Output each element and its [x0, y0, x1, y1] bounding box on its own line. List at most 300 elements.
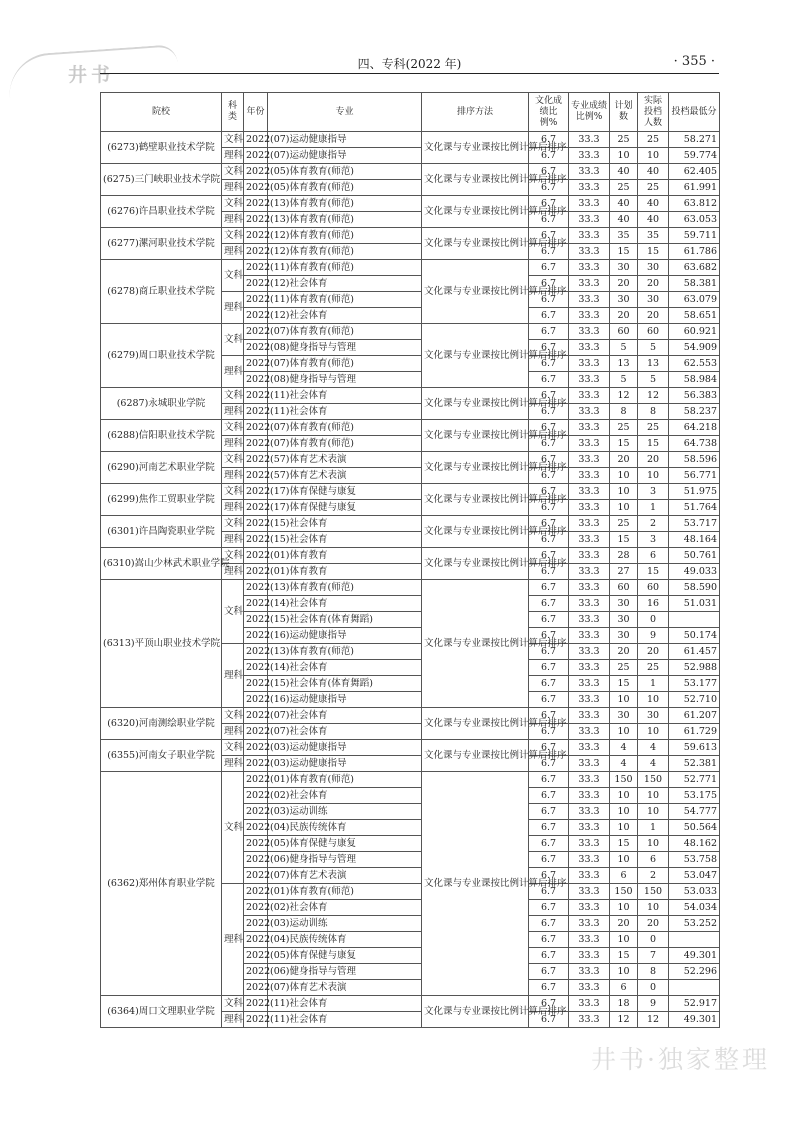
- year-cell: 2022: [244, 788, 268, 804]
- actual-cell: 25: [638, 180, 669, 196]
- method-cell: 文化课与专业课按比例计算后排序: [422, 196, 529, 228]
- actual-cell: 30: [638, 260, 669, 276]
- culture-ratio-cell: 6.7: [529, 356, 569, 372]
- category-cell: 文科: [222, 580, 244, 644]
- culture-ratio-cell: 6.7: [529, 660, 569, 676]
- logo-text: 井书: [68, 64, 115, 86]
- year-cell: 2022: [244, 276, 268, 292]
- year-cell: 2022: [244, 500, 268, 516]
- pro-ratio-cell: 33.3: [569, 260, 610, 276]
- plan-cell: 10: [610, 820, 638, 836]
- major-cell: (03)运动训练: [268, 916, 422, 932]
- pro-ratio-cell: 33.3: [569, 884, 610, 900]
- plan-cell: 10: [610, 692, 638, 708]
- pro-ratio-cell: 33.3: [569, 436, 610, 452]
- plan-cell: 60: [610, 324, 638, 340]
- category-cell: 理科: [222, 436, 244, 452]
- min-score-cell: 56.383: [669, 388, 720, 404]
- major-cell: (04)民族传统体育: [268, 820, 422, 836]
- min-score-cell: 50.564: [669, 820, 720, 836]
- culture-ratio-cell: 6.7: [529, 868, 569, 884]
- major-cell: (12)体育教育(师范): [268, 244, 422, 260]
- school-name: (6277)漯河职业技术学院: [101, 228, 222, 260]
- plan-cell: 10: [610, 932, 638, 948]
- min-score-cell: 64.738: [669, 436, 720, 452]
- table-row: [101, 452, 720, 468]
- plan-cell: 5: [610, 372, 638, 388]
- min-score-cell: 49.301: [669, 948, 720, 964]
- actual-cell: 35: [638, 228, 669, 244]
- major-cell: (02)社会体育: [268, 788, 422, 804]
- plan-cell: 6: [610, 980, 638, 996]
- min-score-cell: 48.162: [669, 836, 720, 852]
- plan-cell: 20: [610, 276, 638, 292]
- plan-cell: 20: [610, 308, 638, 324]
- actual-cell: 12: [638, 388, 669, 404]
- actual-cell: 2: [638, 516, 669, 532]
- culture-ratio-cell: 6.7: [529, 308, 569, 324]
- culture-ratio-cell: 6.7: [529, 932, 569, 948]
- plan-cell: 30: [610, 596, 638, 612]
- actual-cell: 60: [638, 580, 669, 596]
- pro-ratio-cell: 33.3: [569, 564, 610, 580]
- major-cell: (03)运动训练: [268, 804, 422, 820]
- year-cell: 2022: [244, 948, 268, 964]
- table-row: [101, 260, 720, 276]
- major-cell: (08)健身指导与管理: [268, 372, 422, 388]
- pro-ratio-cell: 33.3: [569, 180, 610, 196]
- year-cell: 2022: [244, 228, 268, 244]
- min-score-cell: 51.031: [669, 596, 720, 612]
- culture-ratio-cell: 6.7: [529, 276, 569, 292]
- major-cell: (57)体育艺术表演: [268, 468, 422, 484]
- min-score-cell: 56.771: [669, 468, 720, 484]
- actual-cell: 15: [638, 564, 669, 580]
- culture-ratio-cell: 6.7: [529, 740, 569, 756]
- major-cell: (07)体育教育(师范): [268, 356, 422, 372]
- pro-ratio-cell: 33.3: [569, 804, 610, 820]
- pro-ratio-cell: 33.3: [569, 420, 610, 436]
- min-score-cell: 64.218: [669, 420, 720, 436]
- culture-ratio-cell: 6.7: [529, 164, 569, 180]
- major-cell: (01)体育教育: [268, 564, 422, 580]
- category-cell: 理科: [222, 356, 244, 388]
- category-cell: 理科: [222, 532, 244, 548]
- culture-ratio-cell: 6.7: [529, 260, 569, 276]
- pro-ratio-cell: 33.3: [569, 740, 610, 756]
- year-cell: 2022: [244, 580, 268, 596]
- major-cell: (01)体育教育(师范): [268, 772, 422, 788]
- major-cell: (15)社会体育(体育舞蹈): [268, 612, 422, 628]
- plan-cell: 4: [610, 756, 638, 772]
- major-cell: (12)社会体育: [268, 308, 422, 324]
- plan-cell: 30: [610, 628, 638, 644]
- culture-ratio-cell: 6.7: [529, 436, 569, 452]
- culture-ratio-cell: 6.7: [529, 836, 569, 852]
- plan-cell: 15: [610, 436, 638, 452]
- major-cell: (03)运动健康指导: [268, 756, 422, 772]
- culture-ratio-cell: 6.7: [529, 628, 569, 644]
- culture-ratio-cell: 6.7: [529, 756, 569, 772]
- pro-ratio-cell: 33.3: [569, 292, 610, 308]
- culture-ratio-cell: 6.7: [529, 612, 569, 628]
- plan-cell: 15: [610, 244, 638, 260]
- plan-cell: 10: [610, 804, 638, 820]
- table-row: [101, 196, 720, 212]
- min-score-cell: 53.717: [669, 516, 720, 532]
- actual-cell: 9: [638, 996, 669, 1012]
- min-score-cell: 54.034: [669, 900, 720, 916]
- plan-cell: 40: [610, 196, 638, 212]
- major-cell: (15)社会体育: [268, 516, 422, 532]
- min-score-cell: [669, 932, 720, 948]
- major-cell: (11)体育教育(师范): [268, 292, 422, 308]
- pro-ratio-cell: 33.3: [569, 980, 610, 996]
- plan-cell: 15: [610, 532, 638, 548]
- col-header-method: 排序方法: [422, 93, 529, 132]
- year-cell: 2022: [244, 260, 268, 276]
- pro-ratio-cell: 33.3: [569, 676, 610, 692]
- table-header-row: [101, 93, 720, 132]
- culture-ratio-cell: 6.7: [529, 772, 569, 788]
- school-name: (6290)河南艺术职业学院: [101, 452, 222, 484]
- min-score-cell: 58.381: [669, 276, 720, 292]
- major-cell: (07)体育艺术表演: [268, 868, 422, 884]
- actual-cell: 13: [638, 356, 669, 372]
- year-cell: 2022: [244, 644, 268, 660]
- actual-cell: 5: [638, 372, 669, 388]
- culture-ratio-cell: 6.7: [529, 196, 569, 212]
- plan-cell: 150: [610, 884, 638, 900]
- table-row: [101, 132, 720, 148]
- pro-ratio-cell: 33.3: [569, 228, 610, 244]
- year-cell: 2022: [244, 852, 268, 868]
- category-cell: 理科: [222, 292, 244, 324]
- page-title: 四、专科(2022 年): [357, 57, 462, 71]
- pro-ratio-cell: 33.3: [569, 308, 610, 324]
- actual-cell: 60: [638, 324, 669, 340]
- year-cell: 2022: [244, 564, 268, 580]
- min-score-cell: 61.991: [669, 180, 720, 196]
- method-cell: 文化课与专业课按比例计算后排序: [422, 516, 529, 548]
- min-score-cell: 59.711: [669, 228, 720, 244]
- culture-ratio-cell: 6.7: [529, 148, 569, 164]
- major-cell: (07)运动健康指导: [268, 132, 422, 148]
- pro-ratio-cell: 33.3: [569, 836, 610, 852]
- min-score-cell: 50.761: [669, 548, 720, 564]
- pro-ratio-cell: 33.3: [569, 948, 610, 964]
- min-score-cell: 59.774: [669, 148, 720, 164]
- pro-ratio-cell: 33.3: [569, 692, 610, 708]
- year-cell: 2022: [244, 804, 268, 820]
- min-score-cell: 63.812: [669, 196, 720, 212]
- actual-cell: 10: [638, 788, 669, 804]
- pro-ratio-cell: 33.3: [569, 1012, 610, 1028]
- plan-cell: 27: [610, 564, 638, 580]
- plan-cell: 10: [610, 852, 638, 868]
- school-name: (6275)三门峡职业技术学院: [101, 164, 222, 196]
- culture-ratio-cell: 6.7: [529, 852, 569, 868]
- method-cell: 文化课与专业课按比例计算后排序: [422, 484, 529, 516]
- plan-cell: 30: [610, 292, 638, 308]
- min-score-cell: 58.651: [669, 308, 720, 324]
- year-cell: 2022: [244, 292, 268, 308]
- col-header-pro-ratio: 专业成绩比例%: [569, 93, 610, 132]
- year-cell: 2022: [244, 820, 268, 836]
- major-cell: (12)体育教育(师范): [268, 228, 422, 244]
- actual-cell: 3: [638, 532, 669, 548]
- school-name: (6320)河南测绘职业学院: [101, 708, 222, 740]
- actual-cell: 9: [638, 628, 669, 644]
- actual-cell: 30: [638, 708, 669, 724]
- pro-ratio-cell: 33.3: [569, 724, 610, 740]
- year-cell: 2022: [244, 484, 268, 500]
- category-cell: 理科: [222, 212, 244, 228]
- culture-ratio-cell: 6.7: [529, 708, 569, 724]
- category-cell: 理科: [222, 564, 244, 580]
- actual-cell: 20: [638, 276, 669, 292]
- method-cell: 文化课与专业课按比例计算后排序: [422, 388, 529, 420]
- pro-ratio-cell: 33.3: [569, 756, 610, 772]
- category-cell: 理科: [222, 724, 244, 740]
- method-cell: 文化课与专业课按比例计算后排序: [422, 580, 529, 708]
- plan-cell: 40: [610, 212, 638, 228]
- actual-cell: 10: [638, 692, 669, 708]
- min-score-cell: [669, 612, 720, 628]
- method-cell: 文化课与专业课按比例计算后排序: [422, 132, 529, 164]
- plan-cell: 20: [610, 916, 638, 932]
- category-cell: 理科: [222, 244, 244, 260]
- col-header-actual: 实际投档人数: [638, 93, 669, 132]
- culture-ratio-cell: 6.7: [529, 804, 569, 820]
- pro-ratio-cell: 33.3: [569, 548, 610, 564]
- page-header: [100, 53, 719, 73]
- plan-cell: 25: [610, 660, 638, 676]
- major-cell: (11)社会体育: [268, 1012, 422, 1028]
- plan-cell: 25: [610, 516, 638, 532]
- culture-ratio-cell: 6.7: [529, 996, 569, 1012]
- min-score-cell: 49.033: [669, 564, 720, 580]
- category-cell: 文科: [222, 388, 244, 404]
- culture-ratio-cell: 6.7: [529, 132, 569, 148]
- culture-ratio-cell: 6.7: [529, 564, 569, 580]
- culture-ratio-cell: 6.7: [529, 644, 569, 660]
- min-score-cell: 53.758: [669, 852, 720, 868]
- year-cell: 2022: [244, 516, 268, 532]
- actual-cell: 150: [638, 884, 669, 900]
- min-score-cell: 53.252: [669, 916, 720, 932]
- year-cell: 2022: [244, 308, 268, 324]
- major-cell: (03)运动健康指导: [268, 740, 422, 756]
- actual-cell: 150: [638, 772, 669, 788]
- culture-ratio-cell: 6.7: [529, 724, 569, 740]
- pro-ratio-cell: 33.3: [569, 612, 610, 628]
- table-row: [101, 228, 720, 244]
- pro-ratio-cell: 33.3: [569, 580, 610, 596]
- year-cell: 2022: [244, 884, 268, 900]
- header-rule: [100, 73, 719, 74]
- plan-cell: 20: [610, 644, 638, 660]
- col-header-school: 院校: [101, 93, 222, 132]
- plan-cell: 28: [610, 548, 638, 564]
- year-cell: 2022: [244, 388, 268, 404]
- min-score-cell: 62.553: [669, 356, 720, 372]
- category-cell: 文科: [222, 228, 244, 244]
- min-score-cell: 53.033: [669, 884, 720, 900]
- year-cell: 2022: [244, 436, 268, 452]
- plan-cell: 15: [610, 836, 638, 852]
- culture-ratio-cell: 6.7: [529, 500, 569, 516]
- plan-cell: 20: [610, 452, 638, 468]
- min-score-cell: 58.271: [669, 132, 720, 148]
- plan-cell: 10: [610, 500, 638, 516]
- table-row: [101, 516, 720, 532]
- plan-cell: 25: [610, 420, 638, 436]
- year-cell: 2022: [244, 404, 268, 420]
- table-row: [101, 580, 720, 596]
- min-score-cell: 58.237: [669, 404, 720, 420]
- col-header-min-score: 投档最低分: [669, 93, 720, 132]
- culture-ratio-cell: 6.7: [529, 468, 569, 484]
- min-score-cell: 61.457: [669, 644, 720, 660]
- pro-ratio-cell: 33.3: [569, 356, 610, 372]
- actual-cell: 10: [638, 900, 669, 916]
- plan-cell: 15: [610, 948, 638, 964]
- year-cell: 2022: [244, 756, 268, 772]
- major-cell: (12)社会体育: [268, 276, 422, 292]
- min-score-cell: 61.786: [669, 244, 720, 260]
- major-cell: (13)体育教育(师范): [268, 196, 422, 212]
- actual-cell: 20: [638, 308, 669, 324]
- pro-ratio-cell: 33.3: [569, 964, 610, 980]
- category-cell: 文科: [222, 708, 244, 724]
- table-row: [101, 996, 720, 1012]
- culture-ratio-cell: 6.7: [529, 676, 569, 692]
- plan-cell: 8: [610, 404, 638, 420]
- culture-ratio-cell: 6.7: [529, 420, 569, 436]
- plan-cell: 25: [610, 180, 638, 196]
- actual-cell: 10: [638, 468, 669, 484]
- pro-ratio-cell: 33.3: [569, 788, 610, 804]
- year-cell: 2022: [244, 868, 268, 884]
- year-cell: 2022: [244, 932, 268, 948]
- pro-ratio-cell: 33.3: [569, 196, 610, 212]
- major-cell: (06)健身指导与管理: [268, 852, 422, 868]
- pro-ratio-cell: 33.3: [569, 820, 610, 836]
- culture-ratio-cell: 6.7: [529, 548, 569, 564]
- category-cell: 文科: [222, 740, 244, 756]
- school-name: (6310)嵩山少林武术职业学院: [101, 548, 222, 580]
- major-cell: (17)体育保健与康复: [268, 484, 422, 500]
- table-row: [101, 740, 720, 756]
- major-cell: (14)社会体育: [268, 660, 422, 676]
- category-cell: 文科: [222, 996, 244, 1012]
- culture-ratio-cell: 6.7: [529, 580, 569, 596]
- major-cell: (07)社会体育: [268, 724, 422, 740]
- culture-ratio-cell: 6.7: [529, 516, 569, 532]
- min-score-cell: 58.596: [669, 452, 720, 468]
- culture-ratio-cell: 6.7: [529, 900, 569, 916]
- actual-cell: 12: [638, 1012, 669, 1028]
- table-body: [101, 132, 720, 1028]
- pro-ratio-cell: 33.3: [569, 900, 610, 916]
- culture-ratio-cell: 6.7: [529, 372, 569, 388]
- actual-cell: 40: [638, 164, 669, 180]
- min-score-cell: 51.764: [669, 500, 720, 516]
- col-header-culture-ratio: 文化成绩比例%: [529, 93, 569, 132]
- category-cell: 理科: [222, 644, 244, 708]
- min-score-cell: 53.047: [669, 868, 720, 884]
- school-name: (6299)焦作工贸职业学院: [101, 484, 222, 516]
- pro-ratio-cell: 33.3: [569, 932, 610, 948]
- category-cell: 文科: [222, 164, 244, 180]
- pro-ratio-cell: 33.3: [569, 132, 610, 148]
- plan-cell: 25: [610, 132, 638, 148]
- culture-ratio-cell: 6.7: [529, 404, 569, 420]
- school-name: (6301)许昌陶瓷职业学院: [101, 516, 222, 548]
- page-number: · 355 ·: [673, 54, 715, 69]
- actual-cell: 15: [638, 436, 669, 452]
- min-score-cell: 52.917: [669, 996, 720, 1012]
- plan-cell: 150: [610, 772, 638, 788]
- year-cell: 2022: [244, 548, 268, 564]
- culture-ratio-cell: 6.7: [529, 916, 569, 932]
- pro-ratio-cell: 33.3: [569, 276, 610, 292]
- major-cell: (06)健身指导与管理: [268, 964, 422, 980]
- min-score-cell: 52.296: [669, 964, 720, 980]
- category-cell: 文科: [222, 772, 244, 884]
- actual-cell: 10: [638, 836, 669, 852]
- plan-cell: 10: [610, 468, 638, 484]
- pro-ratio-cell: 33.3: [569, 500, 610, 516]
- category-cell: 理科: [222, 404, 244, 420]
- pro-ratio-cell: 33.3: [569, 996, 610, 1012]
- year-cell: 2022: [244, 1012, 268, 1028]
- culture-ratio-cell: 6.7: [529, 388, 569, 404]
- major-cell: (07)体育教育(师范): [268, 436, 422, 452]
- min-score-cell: 58.984: [669, 372, 720, 388]
- actual-cell: 8: [638, 404, 669, 420]
- min-score-cell: 63.053: [669, 212, 720, 228]
- actual-cell: 0: [638, 612, 669, 628]
- min-score-cell: 50.174: [669, 628, 720, 644]
- actual-cell: 6: [638, 548, 669, 564]
- culture-ratio-cell: 6.7: [529, 596, 569, 612]
- school-name: (6287)永城职业学院: [101, 388, 222, 420]
- plan-cell: 5: [610, 340, 638, 356]
- school-name: (6276)许昌职业技术学院: [101, 196, 222, 228]
- school-name: (6313)平顶山职业技术学院: [101, 580, 222, 708]
- culture-ratio-cell: 6.7: [529, 212, 569, 228]
- actual-cell: 1: [638, 820, 669, 836]
- culture-ratio-cell: 6.7: [529, 948, 569, 964]
- pro-ratio-cell: 33.3: [569, 452, 610, 468]
- major-cell: (02)社会体育: [268, 900, 422, 916]
- min-score-cell: 52.381: [669, 756, 720, 772]
- year-cell: 2022: [244, 660, 268, 676]
- method-cell: 文化课与专业课按比例计算后排序: [422, 260, 529, 324]
- culture-ratio-cell: 6.7: [529, 1012, 569, 1028]
- actual-cell: 4: [638, 740, 669, 756]
- major-cell: (05)体育保健与康复: [268, 836, 422, 852]
- major-cell: (15)社会体育(体育舞蹈): [268, 676, 422, 692]
- min-score-cell: 62.405: [669, 164, 720, 180]
- category-cell: 理科: [222, 1012, 244, 1028]
- actual-cell: 3: [638, 484, 669, 500]
- major-cell: (05)体育教育(师范): [268, 180, 422, 196]
- year-cell: 2022: [244, 596, 268, 612]
- actual-cell: 0: [638, 932, 669, 948]
